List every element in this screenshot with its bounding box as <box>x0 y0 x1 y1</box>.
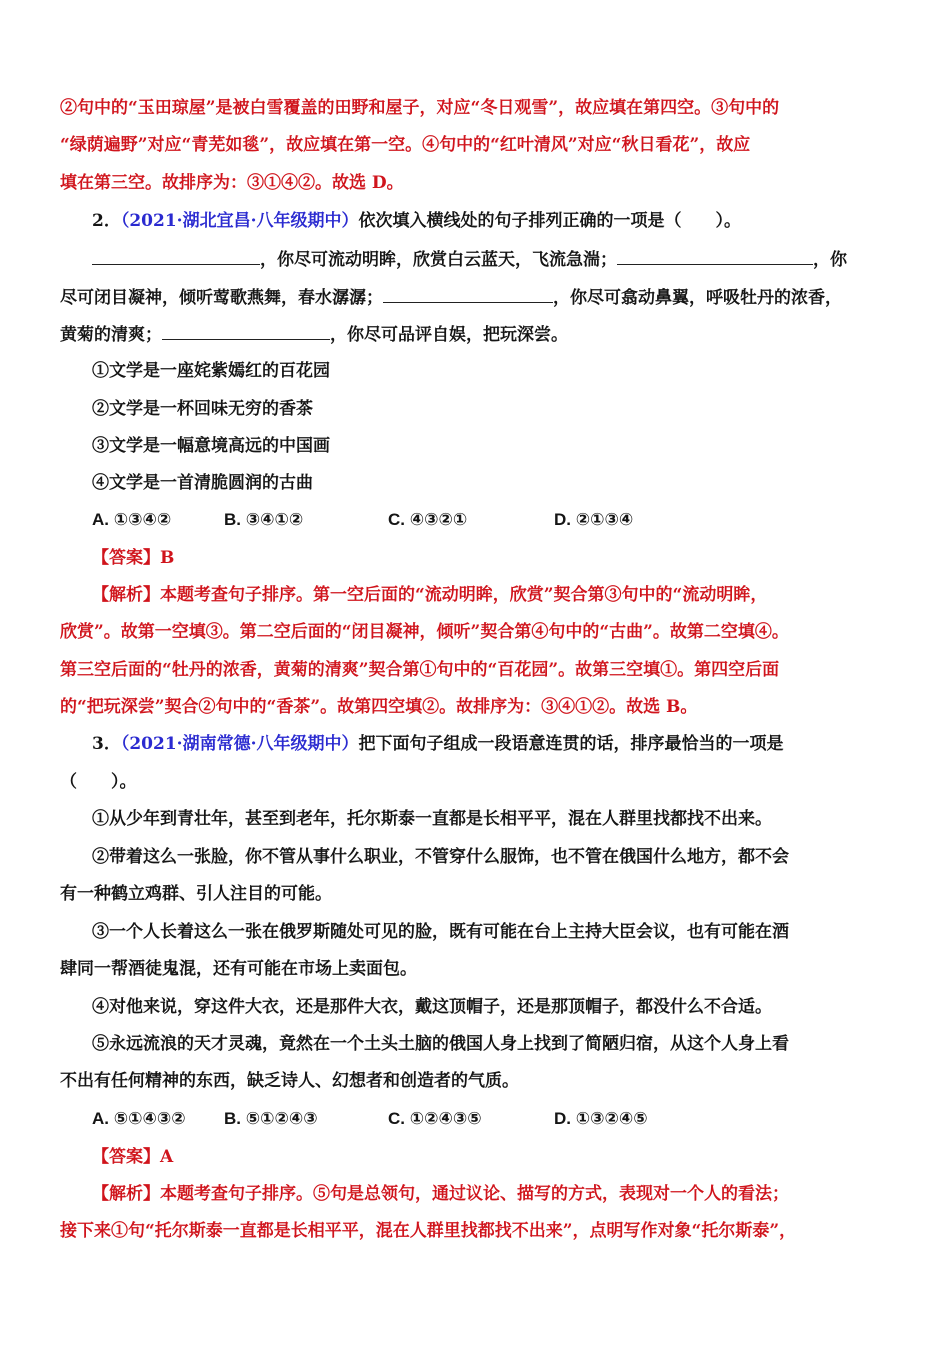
analysis-line: 接下来①句“托尔斯泰一直都是长相平平，混在人群里找都找不出来”，点明写作对象“托尔斯泰”， <box>60 1221 797 1241</box>
sentence-line: ①从少年到青壮年，甚至到老年，托尔斯泰一直都是长相平平，混在人群里找都找不出来。 <box>92 809 772 829</box>
question-number: 3． <box>92 734 121 754</box>
question-stem: 把下面句子组成一段语意连贯的话，排序最恰当的一项是 <box>358 734 784 754</box>
sentence-line: ③一个人长着这么一张在俄罗斯随处可见的脸，既有可能在台上主持大臣会议，也有可能在酒 <box>92 922 789 942</box>
answer-blank <box>162 323 330 340</box>
analysis-line: “绿荫遍野”对应“青芜如毯”，故应填在第一空。④句中的“红叶清风”对应“秋日看花”，故应 <box>60 135 751 155</box>
question-2-header <box>92 210 741 232</box>
analysis-line: 填在第三空。故排序为：③①④②。故选 D。 <box>60 173 404 193</box>
option-c: C. ④③②① <box>388 510 468 529</box>
answer-line: 【答案】B <box>92 548 175 568</box>
option-c: C. ①②④③⑤ <box>388 1109 482 1128</box>
answer-line: 【答案】A <box>92 1147 174 1167</box>
passage-line: 尽可闭目凝神，倾听莺歌燕舞，春水潺潺； ，你尽可翕动鼻翼，呼吸牡丹的浓香， <box>60 288 842 308</box>
analysis-line: 欣赏”。故第一空填③。第二空后面的“闭目凝神，倾听”契合第④句中的“古曲”。故第二空填④。 <box>60 622 789 642</box>
sentence-line: 肆同一帮酒徒鬼混，还有可能在市场上卖面包。 <box>60 959 417 979</box>
question-stem-cont: （ ）。 <box>60 772 137 792</box>
sentence-line: ⑤永远流浪的天才灵魂，竟然在一个土头土脑的俄国人身上找到了简陋归宿，从这个人身上看 <box>92 1034 789 1054</box>
analysis-line: 的“把玩深尝”契合②句中的“香茶”。故第四空填②。故排序为：③④①②。故选 B。 <box>60 697 698 717</box>
passage-line: 黄菊的清爽； ，你尽可品评自娱，把玩深尝。 <box>60 325 568 345</box>
option-d: D. ②①③④ <box>554 510 634 529</box>
item-line: ③文学是一幅意境高远的中国画 <box>92 436 330 456</box>
sentence-line: 不出有任何精神的东西，缺乏诗人、幻想者和创造者的气质。 <box>60 1071 519 1091</box>
answer-blank <box>383 286 553 303</box>
answer-blank <box>92 248 260 265</box>
option-a: A. ⑤①④③② <box>92 1109 186 1128</box>
item-line: ①文学是一座姹紫嫣红的百花园 <box>92 361 330 381</box>
question-stem: 依次填入横线处的句子排列正确的一项是（ ）。 <box>358 211 741 231</box>
analysis-line: ②句中的“玉田琼屋”是被白雪覆盖的田野和屋子，对应“冬日观雪”，故应填在第四空。③句中的 <box>60 98 780 118</box>
sentence-line: ②带着这么一张脸，你不管从事什么职业，不管穿什么服饰，也不管在俄国什么地方，都不会 <box>92 847 789 867</box>
analysis-line: 【解析】本题考查句子排序。第一空后面的“流动明眸，欣赏”契合第③句中的“流动明眸， <box>92 585 768 605</box>
sentence-line: ④对他来说，穿这件大衣，还是那件大衣，戴这顶帽子，还是那顶帽子，都没什么不合适。 <box>92 997 772 1017</box>
item-line: ②文学是一杯回味无穷的香茶 <box>92 399 313 419</box>
question-source: （2021·湖北宜昌·八年级期中） <box>120 211 359 231</box>
answer-blank <box>617 248 813 265</box>
option-b: B. ⑤①②④③ <box>224 1109 318 1128</box>
question-source: （2021·湖南常德·八年级期中） <box>120 734 359 754</box>
option-a: A. ①③④② <box>92 510 172 529</box>
analysis-line: 第三空后面的“牡丹的浓香，黄菊的清爽”契合第①句中的“百花园”。故第三空填①。第四空后面 <box>60 660 780 680</box>
item-line: ④文学是一首清脆圆润的古曲 <box>92 473 313 493</box>
sentence-line: 有一种鹤立鸡群、引人注目的可能。 <box>60 884 332 904</box>
option-b: B. ③④①② <box>224 510 304 529</box>
option-d: D. ①③②④⑤ <box>554 1109 648 1128</box>
question-3-header <box>92 733 784 755</box>
passage-line: ，你尽可流动明眸，欣赏白云蓝天，飞流急湍； ，你 <box>92 248 847 271</box>
question-number: 2． <box>92 211 121 231</box>
analysis-line: 【解析】本题考查句子排序。⑤句是总领句，通过议论、描写的方式，表现对一个人的看法； <box>92 1184 789 1204</box>
